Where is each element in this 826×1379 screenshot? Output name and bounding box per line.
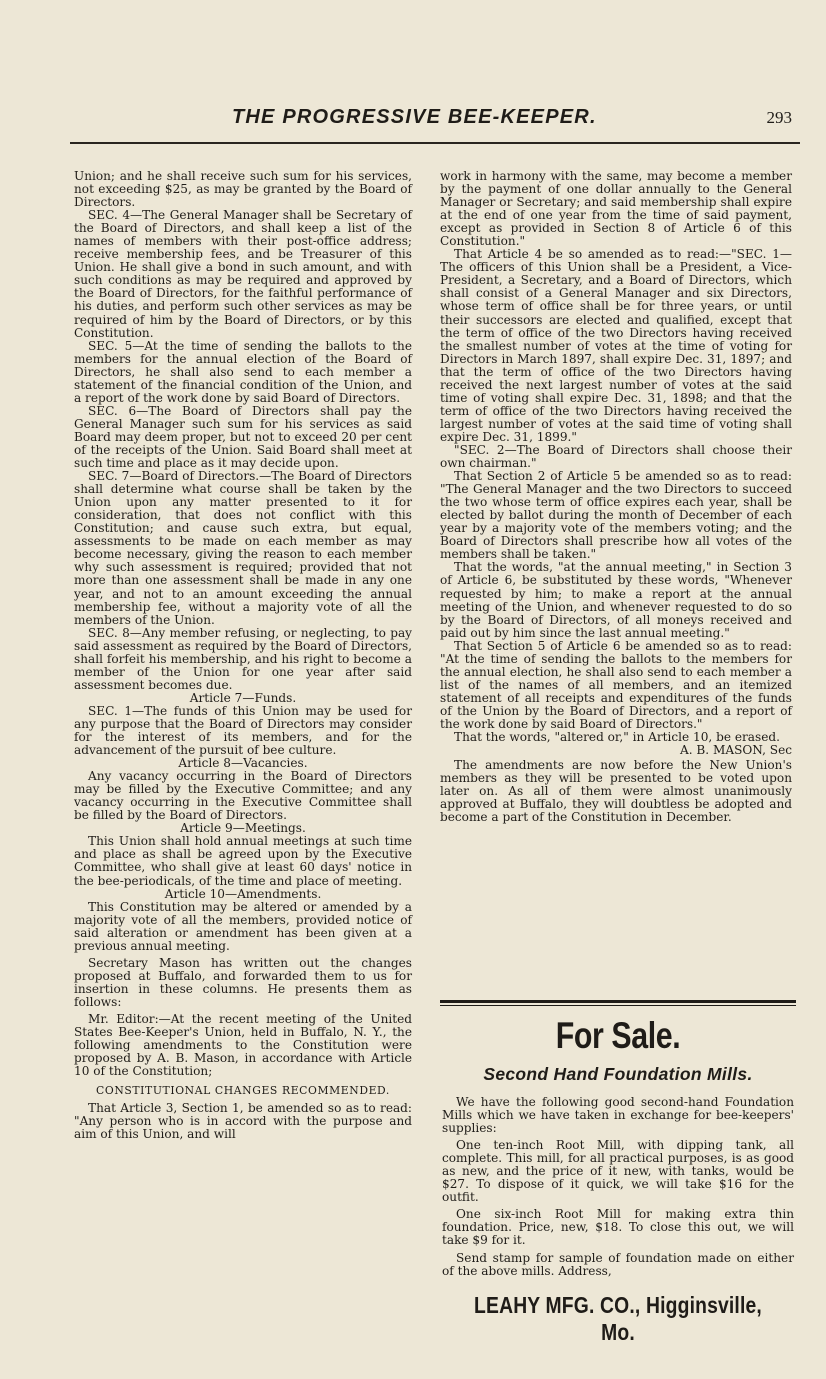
paragraph: That Article 3, Section 1, be amended so as to read: "Any person who is in accord with the purpose and aim of this Union, and will [74,1101,412,1142]
section-heading: CONSTITUTIONAL CHANGES RECOMMENDED. [96,1084,390,1098]
paragraph: SEC. 4—The General Manager shall be Secretary of the Board of Directors, and shall keep a list of the names of members with their post-office address; receive membership fees, and be Treasurer of this Union. He shall give a bond in such amount, and with such conditions as may be required and approved by the Board of Directors, for the faithful performance of his duties, and perform such other services as may be required of him by the Board of Directors, or by this Constitution. [74,208,412,340]
paragraph: Any vacancy occurring in the Board of Directors may be filled by the Executive Committee; and any vacancy occurring in the Executive Committee shall be filled by the Board of Directors. [74,769,412,823]
paragraph: That the words, "altered or," in Article 10, be erased. [454,730,780,745]
paragraph: This Constitution may be altered or amended by a majority vote of all the members, provided notice of said alteration or amendment has been given at a previous annual meeting. [74,899,412,953]
for-sale-advertisement [440,1000,796,1345]
article-heading: Article 9—Meetings. [180,821,306,836]
paragraph: "SEC. 2—The Board of Directors shall choose their own chairman." [440,442,792,471]
article-heading: Article 8—Vacancies. [178,756,308,771]
paragraph: Mr. Editor:—At the recent meeting of the United States Bee-Keeper's Union, held in Buffalo, N. Y., the following amendments to the Constitution were proposed by A. B. Mason, in accordance with Article 10 of the Constitution; [74,1012,412,1079]
paragraph: Secretary Mason has written out the changes proposed at Buffalo, and forwarded them to us for insertion in these columns. He presents them as follows: [74,955,412,1009]
running-title: THE PROGRESSIVE BEE-KEEPER. [232,106,597,128]
paragraph: SEC. 1—The funds of this Union may be used for any purpose that the Board of Directors may consider for the interest of its members, and for the advancement of the pursuit of bee culture. [74,703,412,758]
left-column [74,170,412,1141]
ad-rule [440,1000,796,1003]
right-column [440,170,792,824]
paragraph: The amendments are now before the New Union's members as they will be presented to be voted upon later on. As all of them were almost unanimously approved at Buffalo, they will doubtless be adopted and become a part of the Constitution in December. [440,758,792,825]
ad-rule [440,1005,796,1006]
ad-advertiser: LEAHY MFG. CO., Higginsville, Mo. [474,1292,762,1345]
paragraph: SEC. 8—Any member refusing, or neglecting, to pay said assessment as required by the Board of Directors, shall forfeit his membership, and his right to become a member of the Union for one year after said assessment becomes due. [74,625,412,692]
ad-title: For Sale. [555,1015,681,1056]
article-heading: Article 7—Funds. [189,690,297,705]
paragraph: That the words, "at the annual meeting," in Section 3 of Article 6, be substituted by these words, "Whenever requested by him; to make a report at the annual meeting of the Union, and whenever requested to do so by the Board of Directors, of all moneys received and paid out by him since the last annual meeting." [440,560,792,640]
article-heading: Article 10—Amendments. [164,886,322,901]
paragraph: That Article 4 be so amended as to read:—"SEC. 1—The officers of this Union shall be a President, a Vice-President, a Secretary, and a Board of Directors, which shall consist of a General Manager and six Directors, whose term of office shall be for three years, or until their successors are elected and qualified, except that the term of office of the two Directors having received the smallest number of votes at the time of voting for Directors in March 1897, shall expire Dec. 31, 1897; and that the term of office of the two Directors having received the next largest number of votes at the said time of voting shall expire Dec. 31, 1898; and that the term of office of the two Directors having received the largest number of votes at the said time of voting shall expire Dec. 31, 1899." [440,247,792,444]
ad-paragraph: We have the following good second-hand Foundation Mills which we have taken in exchange for bee-keepers' supplies: [442,1095,794,1136]
running-head [232,106,792,132]
ad-body [442,1096,794,1278]
paragraph: SEC. 7—Board of Directors.—The Board of Directors shall determine what course shall be taken by the Union upon any matter presented to it for consideration, that does not conflict with this Constitution; and cause such extra, but equal, assessments to be made on each member as may become necessary, giving the reason to each member why such assessment is required; provided that not more than one assessment shall be made in any one year, and not to an amount exceeding the annual membership fee, without a majority vote of all the members of the Union. [74,469,412,627]
paragraph: Union; and he shall receive such sum for his services, not exceeding $25, as may be granted by the Board of Directors. [74,169,412,210]
signature-line [440,744,792,757]
paragraph: That Section 2 of Article 5 be amended so as to read: "The General Manager and the two Directors to succeed the two whose term of office expires each year, shall be elected by ballot during the month of December of each year by a majority vote of the members voting; and the Board of Directors shall prescribe how all votes of the members shall be taken." [440,469,792,562]
ad-paragraph: One ten-inch Root Mill, with dipping tank, all complete. This mill, for all practical purposes, is as good as new, and the price of it new, with tanks, would be $27. To dispose of it quick, we will take $16 for the outfit. [442,1138,794,1205]
signature: A. B. MASON, Sec [679,743,792,758]
page-number: 293 [766,108,792,127]
paragraph: SEC. 5—At the time of sending the ballots to the members for the annual election of the Board of Directors, he shall also send to each member a statement of the financial condition of the Union, and a report of the work done by said Board of Directors. [74,338,412,405]
ad-subtitle: Second Hand Foundation Mills. [483,1064,753,1084]
paragraph: That Section 5 of Article 6 be amended so as to read: "At the time of sending the ballots to the members for the annual election, he shall also send to each member a list of the names of all members, and an itemized statement of all receipts and expenditures of the funds of the Union by the Board of Directors, and a report of the work done by said Board of Directors." [440,638,792,731]
ad-paragraph: One six-inch Root Mill for making extra thin foundation. Price, new, $18. To close this out, we will take $9 for it. [442,1207,794,1248]
paragraph: SEC. 6—The Board of Directors shall pay the General Manager such sum for his services as said Board may deem proper, but not to exceed 20 per cent of the receipts of the Union. Said Board shall meet at such time and place as it may decide upon. [74,403,412,471]
paragraph: work in harmony with the same, may become a member by the payment of one dollar annually to the General Manager or Secretary; and said membership shall expire at the end of one year from the time of said payment, except as provided in Section 8 of Article 6 of this Constitution." [440,169,792,249]
ad-paragraph: Send stamp for sample of foundation made on either of the above mills. Address, [442,1250,794,1278]
header-rule [70,142,800,144]
paragraph: This Union shall hold annual meetings at such time and place as shall be agreed upon by the Executive Committee, who shall give at least 60 days' notice in the bee-periodicals, of the time and place of meeting. [74,834,412,888]
